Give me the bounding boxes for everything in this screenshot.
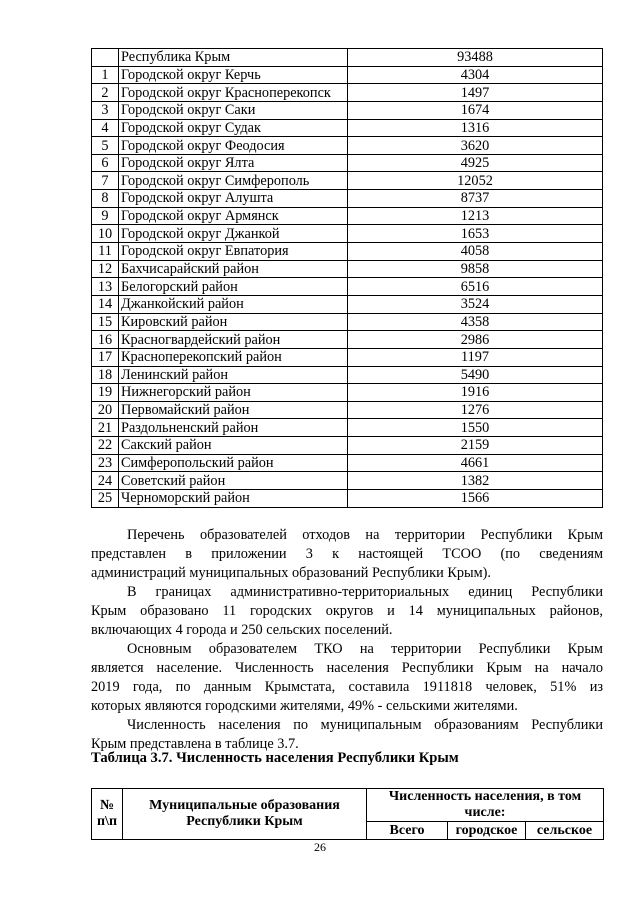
row-name: Городской округ Ялта [119,154,348,172]
row-number: 12 [92,260,119,278]
row-number: 19 [92,384,119,402]
row-number: 14 [92,295,119,313]
row-value: 1550 [348,419,603,437]
row-number: 22 [92,437,119,455]
row-name: Джанкойский район [119,295,348,313]
row-number: 17 [92,348,119,366]
row-number [92,49,119,67]
row-value: 1316 [348,119,603,137]
row-name: Городской округ Джанкой [119,225,348,243]
paragraph-4-line-1: Численность населения по муниципальным образованиям Республики [127,717,603,733]
table-row [92,401,603,419]
row-name: Городской округ Евпатория [119,243,348,261]
col-population-header: Численность населения, в том числе: [367,789,604,822]
row-number: 9 [92,207,119,225]
table-row [92,278,603,296]
paragraph-4-line-2: Крым представлена в таблице 3.7. [91,736,299,752]
table-row [92,454,603,472]
row-value: 4358 [348,313,603,331]
row-number: 13 [92,278,119,296]
row-value: 3524 [348,295,603,313]
table-row [92,172,603,190]
table-row [92,190,603,208]
row-name: Красноперекопский район [119,348,348,366]
paragraph-3-line-2: является население. Численность населения Республики Крым на начало [91,660,603,676]
table-row [92,207,603,225]
row-value: 1653 [348,225,603,243]
row-number: 7 [92,172,119,190]
row-number: 5 [92,137,119,155]
row-value: 2159 [348,437,603,455]
paragraph-2-line-1: В границах административно-территориальных единиц Республики [127,584,603,600]
row-name: Черноморский район [119,490,348,508]
row-value: 6516 [348,278,603,296]
population-table-header [91,788,604,840]
row-name: Первомайский район [119,401,348,419]
table-row [92,137,603,155]
paragraph-3-line-1: Основным образователем ТКО на территории Республики Крым [127,641,603,657]
row-number: 18 [92,366,119,384]
row-number: 3 [92,101,119,119]
table-row [92,260,603,278]
row-name: Красногвардейский район [119,331,348,349]
col-urban-header: городское [448,822,526,840]
table-row [92,66,603,84]
row-value: 93488 [348,49,603,67]
row-number: 25 [92,490,119,508]
row-number: 6 [92,154,119,172]
table-row [92,154,603,172]
row-value: 1916 [348,384,603,402]
row-number: 15 [92,313,119,331]
row-number: 4 [92,119,119,137]
table-row [92,348,603,366]
row-number: 23 [92,454,119,472]
table-row [92,225,603,243]
paragraph-1-line-2: представлен в приложении 3 к настоящей ТСОО (по сведениям [91,546,603,562]
table-row [92,366,603,384]
page-number: 26 [314,840,326,854]
paragraph-3-line-3: 2019 года, по данным Крымстата, составила 1911818 человек, 51% из [91,679,603,695]
row-value: 4304 [348,66,603,84]
paragraph-3-line-4: которых являются городскими жителями, 49% - сельскими жителями. [91,698,518,714]
col-total-header: Всего [367,822,448,840]
table-row [92,384,603,402]
table-row [92,437,603,455]
row-number: 1 [92,66,119,84]
table-row [92,419,603,437]
row-name: Городской округ Алушта [119,190,348,208]
row-number: 20 [92,401,119,419]
table-row [92,490,603,508]
table-row-total [92,49,603,67]
paragraph-1-line-3: администраций муниципальных образований Республики Крым). [91,565,491,581]
paragraph-1-line-1: Перечень образователей отходов на территории Республики Крым [127,527,603,543]
row-value: 1382 [348,472,603,490]
row-name: Городской округ Красноперекопск [119,84,348,102]
table-caption: Таблица 3.7. Численность населения Республики Крым [91,750,459,766]
row-number: 16 [92,331,119,349]
row-name: Городской округ Феодосия [119,137,348,155]
row-name: Бахчисарайский район [119,260,348,278]
row-number: 11 [92,243,119,261]
col-rural-header: сельское [526,822,604,840]
row-value: 3620 [348,137,603,155]
row-value: 8737 [348,190,603,208]
table-row [92,295,603,313]
row-name: Городской округ Армянск [119,207,348,225]
row-value: 9858 [348,260,603,278]
row-name: Городской округ Саки [119,101,348,119]
row-value: 1566 [348,490,603,508]
row-name: Городской округ Керчь [119,66,348,84]
row-value: 4925 [348,154,603,172]
table-row [92,472,603,490]
row-value: 2986 [348,331,603,349]
row-value: 4058 [348,243,603,261]
table-row [92,101,603,119]
row-number: 10 [92,225,119,243]
row-value: 4661 [348,454,603,472]
row-value: 1674 [348,101,603,119]
row-value: 12052 [348,172,603,190]
row-number: 8 [92,190,119,208]
row-name: Ленинский район [119,366,348,384]
col-num-header: № п\п [92,789,123,840]
row-number: 21 [92,419,119,437]
row-value: 1276 [348,401,603,419]
row-name: Симферопольский район [119,454,348,472]
table-row [92,313,603,331]
row-name: Республика Крым [119,49,348,67]
row-value: 1213 [348,207,603,225]
row-name: Городской округ Симферополь [119,172,348,190]
row-value: 5490 [348,366,603,384]
row-name: Нижнегорский район [119,384,348,402]
row-name: Сакский район [119,437,348,455]
table-row [92,331,603,349]
table-row [92,84,603,102]
row-value: 1497 [348,84,603,102]
row-value: 1197 [348,348,603,366]
row-number: 24 [92,472,119,490]
row-name: Советский район [119,472,348,490]
paragraph-2-line-2: Крым образовано 11 городских округов и 14 муниципальных районов, [91,603,603,619]
paragraph-2-line-3: включающих 4 города и 250 сельских поселений. [91,622,393,638]
row-number: 2 [92,84,119,102]
table-row [92,119,603,137]
row-name: Городской округ Судак [119,119,348,137]
col-mo-header: Муниципальные образования Республики Крым [123,789,367,840]
row-name: Раздольненский район [119,419,348,437]
waste-generators-table-body [92,49,603,508]
waste-generators-table [91,48,603,508]
row-name: Кировский район [119,313,348,331]
row-name: Белогорский район [119,278,348,296]
table-row [92,243,603,261]
